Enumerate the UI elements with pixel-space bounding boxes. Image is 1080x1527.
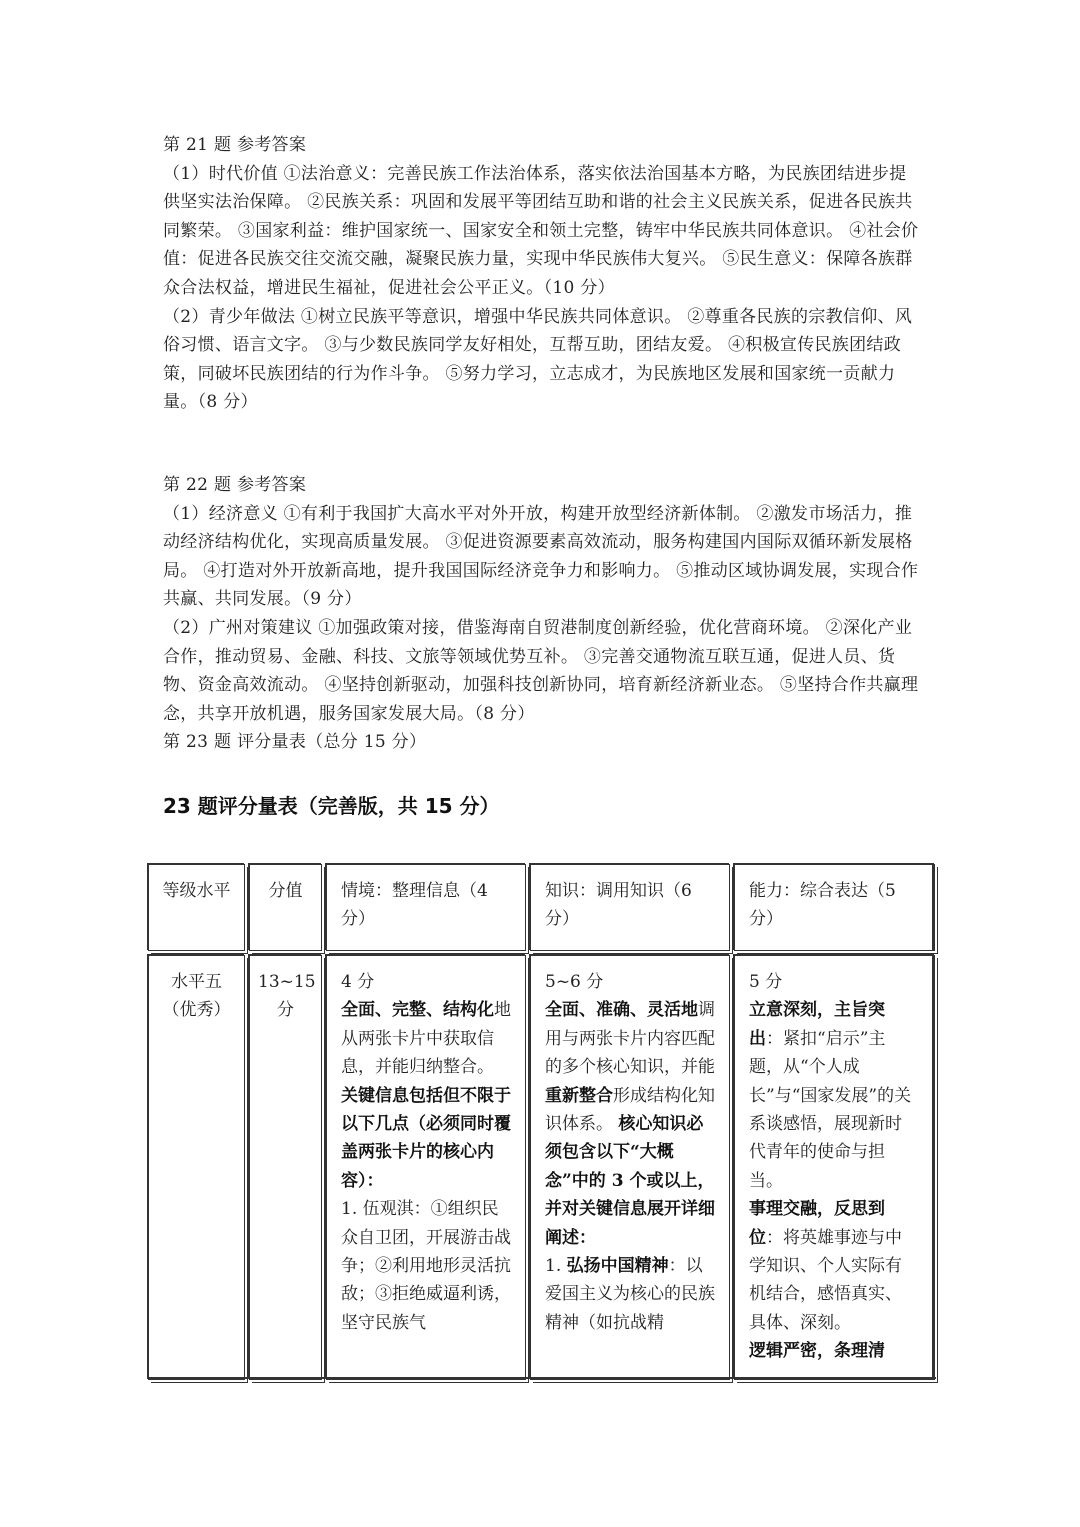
row1-context-cell: [325, 954, 525, 1379]
ability-bold2: 事理交融，反思到位: [749, 1199, 885, 1248]
row1-ability-cell: [733, 954, 934, 1379]
knowledge-bold3: 核心知识必须包含以下“大概念”中的 3 个或以上，并对关键信息展开详细阐述：: [545, 1114, 715, 1248]
knowledge-bold2: 重新整合: [545, 1085, 613, 1106]
context-text1: 地从两张卡片中获取信息，并能归纳整合。: [341, 1000, 511, 1078]
header-ability: 能力：综合表达（5 分）: [733, 863, 934, 950]
knowledge-text3a: 1.: [545, 1256, 567, 1277]
q21-part2: （2）青少年做法 ①树立民族平等意识，增强中华民族共同体意识。 ②尊重各民族的宗教信仰、风俗习惯、语言文字。 ③与少数民族同学友好相处，互帮互助，团结友爱。 ④积极宣传民族团结政策，同破坏民族团结的行为作斗争。 ⑤努力学习，立志成才，为民族地区发展和国家统一贡献力量。（8 分）: [163, 306, 913, 413]
header-score: 分值: [248, 863, 321, 950]
ability-bold3: 逻辑严密，条理清: [749, 1341, 885, 1362]
context-bold2: 关键信息包括但不限于以下几点（必须同时覆盖两张卡片的核心内容）：: [341, 1085, 511, 1191]
q22-heading: 第 22 题 参考答案: [163, 475, 307, 495]
row1-knowledge-cell: [529, 954, 729, 1379]
q22-part1: （1）经济意义 ①有利于我国扩大高水平对外开放，构建开放型经济新体制。 ②激发市场活力，推动经济结构优化，实现高质量发展。 ③促进资源要素高效流动，服务构建国内国际双循环新发展格局。 ④打造对外开放新高地，提升我国国际经济竞争力和影响力。 ⑤推动区域协调发展，实现合作共赢、共同发展。（9 分）: [163, 503, 919, 610]
row1-level: 水平五（优秀）: [147, 954, 244, 1379]
ability-score: 5 分: [749, 972, 783, 992]
ability-text1: ：紧扣“启示”主题，从“个人成长”与“国家发展”的关系谈感悟，展现新时代青年的使命与担当。: [749, 1028, 912, 1191]
context-text2: 1. 伍观淇：①组织民众自卫团，开展游击战争；②利用地形灵活抗敌；③拒绝威逼利诱，坚守民族气: [341, 1199, 511, 1333]
header-context: 情境：整理信息（4 分）: [325, 863, 525, 950]
ability-text2: ：将英雄事迹与中学知识、个人实际有机结合，感悟真实、具体、深刻。: [749, 1227, 902, 1333]
q21-part1: （1）时代价值 ①法治意义：完善民族工作法治体系，落实依法治国基本方略，为民族团结进步提供坚实法治保障。 ②民族关系：巩固和发展平等团结互助和谐的社会主义民族关系，促进各民族共同繁荣。 ③国家利益：维护国家统一、国家安全和领土完整，铸牢中华民族共同体意识。 ④社会价值：促进各民族交往交流交融，凝聚民族力量，实现中华民族伟大复兴。 ⑤民生意义：保障各族群众合法权益，增进民生福祉，促进社会公平正义。（10 分）: [163, 163, 919, 298]
q23-rubric-line: 第 23 题 评分量表（总分 15 分）: [163, 732, 427, 753]
header-level: 等级水平: [147, 863, 244, 950]
knowledge-score: 5~6 分: [545, 972, 604, 992]
context-score: 4 分: [341, 972, 375, 992]
q22-part2: （2）广州对策建议 ①加强政策对接，借鉴海南自贸港制度创新经验，优化营商环境。 ②深化产业合作，推动贸易、金融、科技、文旅等领域优势互补。 ③完善交通物流互联互通，促进人员、货物、资金高效流动。 ④坚持创新驱动，加强科技创新协同，培育新经济新业态。 ⑤坚持合作共赢理念，共享开放机遇，服务国家发展大局。（8 分）: [163, 617, 919, 724]
header-knowledge: 知识：调用知识（6 分）: [529, 863, 729, 950]
table-bottom-border: [147, 1377, 936, 1379]
context-bold1: 全面、完整、结构化: [341, 1000, 494, 1021]
row1-score: 13~15 分: [248, 954, 321, 1379]
q21-answer-section: [163, 131, 920, 417]
knowledge-bold1: 全面、准确、灵活地: [545, 1000, 698, 1021]
ability-bold1: 立意深刻，主旨突出: [749, 1000, 885, 1049]
knowledge-text1: 调用与两张卡片内容匹配的多个核心知识，并能: [545, 1000, 715, 1078]
q22-answer-section: [163, 471, 920, 757]
q21-heading: 第 21 题 参考答案: [163, 135, 307, 155]
knowledge-bold4: 弘扬中国精神: [566, 1256, 669, 1277]
knowledge-text2: 形成结构化知识体系。: [545, 1085, 715, 1135]
rubric-table-title: 23 题评分量表（完善版，共 15 分）: [163, 794, 500, 818]
knowledge-text3b: ：以爱国主义为核心的民族精神（如抗战精: [545, 1256, 715, 1333]
